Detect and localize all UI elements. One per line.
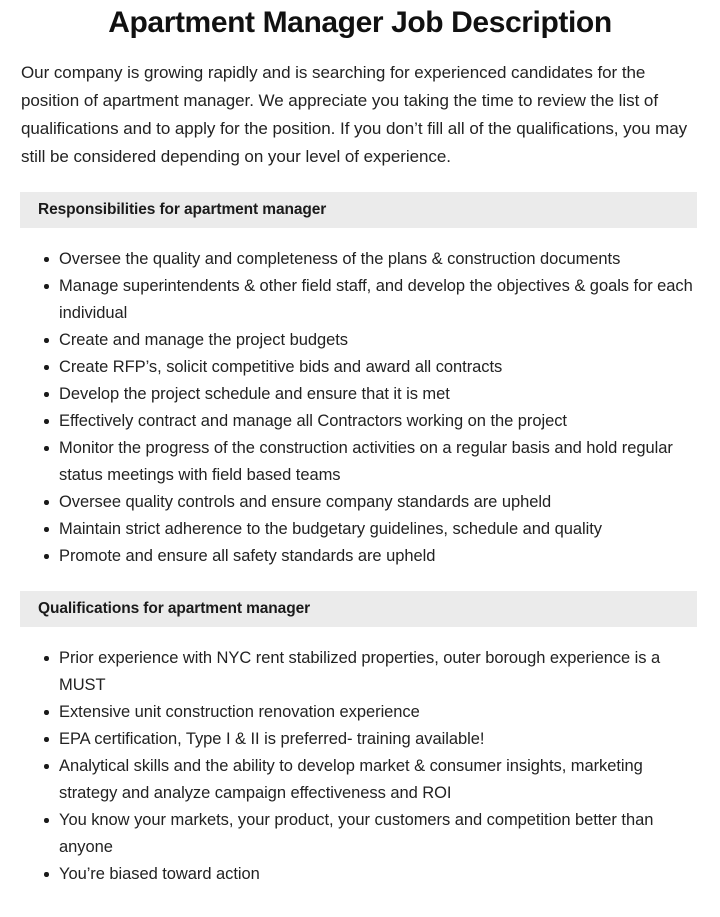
list-item: Develop the project schedule and ensure that it is met: [0, 381, 720, 408]
section-responsibilities: [0, 192, 720, 570]
list-item: EPA certification, Type I & II is preferred- training available!: [0, 726, 720, 753]
section-qualifications: [0, 591, 720, 888]
list-item: Promote and ensure all safety standards are upheld: [0, 543, 720, 570]
list-item: Oversee quality controls and ensure company standards are upheld: [0, 489, 720, 516]
qualifications-list: [0, 627, 720, 888]
page-title: Apartment Manager Job Description: [108, 6, 612, 39]
responsibilities-list: [0, 228, 720, 570]
section-header-responsibilities: [20, 192, 697, 228]
list-item: Maintain strict adherence to the budgetary guidelines, schedule and quality: [0, 516, 720, 543]
list-item: You know your markets, your product, your customers and competition better than anyone: [0, 807, 720, 861]
list-item: Analytical skills and the ability to develop market & consumer insights, marketing strategy and analyze campaign effectiveness and ROI: [0, 753, 720, 807]
list-item: Manage superintendents & other field staff, and develop the objectives & goals for each individual: [0, 273, 720, 327]
list-item: Extensive unit construction renovation experience: [0, 699, 720, 726]
list-item: Create and manage the project budgets: [0, 327, 720, 354]
intro-paragraph: Our company is growing rapidly and is searching for experienced candidates for the position of apartment manager. We appreciate you taking the time to review the list of qualifications and to apply for the position. If you don’t fill all of the qualifications, you may still be considered depending on your level of experience.: [21, 63, 688, 166]
list-item: Prior experience with NYC rent stabilized properties, outer borough experience is a MUST: [0, 645, 720, 699]
list-item: Oversee the quality and completeness of the plans & construction documents: [0, 246, 720, 273]
section-heading-label: Responsibilities for apartment manager: [38, 201, 327, 218]
section-header-qualifications: [20, 591, 697, 627]
list-item: You’re biased toward action: [0, 861, 720, 888]
section-heading-label: Qualifications for apartment manager: [38, 600, 311, 617]
list-item: Effectively contract and manage all Contractors working on the project: [0, 408, 720, 435]
list-item: Monitor the progress of the construction activities on a regular basis and hold regular status meetings with field based teams: [0, 435, 720, 489]
list-item: Create RFP’s, solicit competitive bids and award all contracts: [0, 354, 720, 381]
